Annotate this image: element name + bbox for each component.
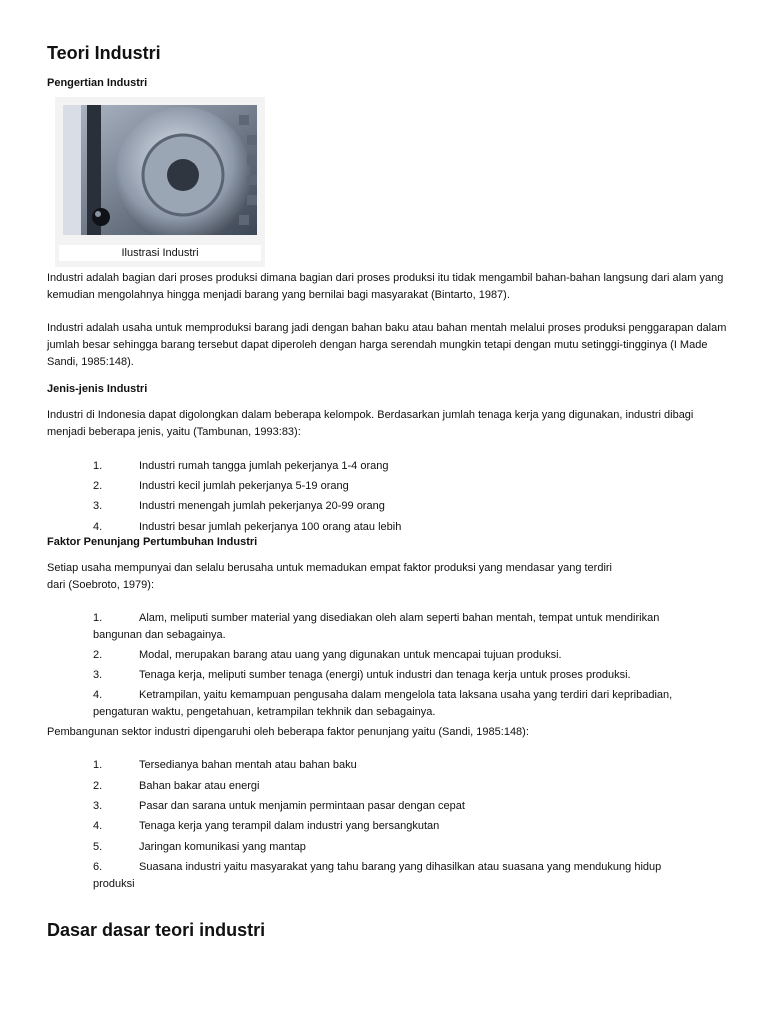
list-text: Tenaga kerja yang terampil dalam industri yang bersangkutan: [139, 820, 440, 832]
list-number: 4.: [93, 820, 103, 832]
figure: [55, 97, 265, 267]
list-text: Industri kecil jumlah pekerjanya 5-19 orang: [139, 480, 349, 492]
list-number: 1.: [93, 759, 103, 771]
bottom-heading: Dasar dasar teori industri: [47, 920, 266, 940]
list-number: 3.: [93, 800, 103, 812]
paragraph-3: Industri di Indonesia dapat digolongkan dalam beberapa kelompok. Berdasarkan jumlah tenaga kerja yang digunakan, industri dibagi menjadi beberapa jenis, yaitu (Tambunan, 1993:83):: [47, 409, 694, 438]
list-text: Ketrampilan, yaitu kemampuan pengusaha dalam mengelola tata laksana usaha yang terdiri dari kepribadian,: [139, 689, 673, 701]
gears-illustration: [63, 105, 257, 235]
section-heading-jenis: Jenis-jenis Industri: [47, 383, 148, 395]
paragraph-4-line-1: Setiap usaha mempunyai dan selalu berusaha untuk memadukan empat faktor produksi yang mendasar yang terdiri: [47, 562, 612, 574]
list-number: 1.: [93, 460, 103, 472]
list-number: 5.: [93, 841, 103, 853]
list-text: Suasana industri yaitu masyarakat yang tahu barang yang dihasilkan atau suasana yang mendukung hidup: [139, 861, 662, 873]
list-text: Industri besar jumlah pekerjanya 100 orang atau lebih: [139, 521, 402, 533]
figure-caption: Ilustrasi Industri: [59, 245, 261, 261]
paragraph-4-line-2: dari (Soebroto, 1979):: [47, 579, 155, 591]
section-heading-pengertian: Pengertian Industri: [47, 77, 148, 89]
list-number: 4.: [93, 521, 103, 533]
list-text: Tersedianya bahan mentah atau bahan baku: [139, 759, 357, 771]
list-text: Industri rumah tangga jumlah pekerjanya 1-4 orang: [139, 460, 389, 472]
list-number: 6.: [93, 861, 103, 873]
list-text: Jaringan komunikasi yang mantap: [139, 841, 306, 853]
section-heading-faktor: Faktor Penunjang Pertumbuhan Industri: [47, 536, 258, 548]
paragraph-1: Industri adalah bagian dari proses produksi dimana bagian dari proses produksi itu tidak mengambil bahan-bahan langsung dari alam yang kemudian mengolahnya hingga menjadi barang yang bernilai bagi masyarakat (Bintarto, 1987).: [47, 272, 724, 301]
paragraph-5: Pembangunan sektor industri dipengaruhi oleh beberapa faktor penunjang yaitu (Sandi, 1985:148):: [47, 726, 529, 738]
list-text-continued: produksi: [93, 878, 135, 890]
list-text: Modal, merupakan barang atau uang yang digunakan untuk mencapai tujuan produksi.: [139, 649, 562, 661]
list-text-continued: bangunan dan sebagainya.: [93, 629, 226, 641]
page-title: Teori Industri: [47, 43, 161, 63]
list-number: 2.: [93, 480, 103, 492]
list-text: Industri menengah jumlah pekerjanya 20-99 orang: [139, 500, 385, 512]
list-text: Bahan bakar atau energi: [139, 780, 260, 792]
paragraph-2: Industri adalah usaha untuk memproduksi barang jadi dengan bahan baku atau bahan mentah melalui proses produksi penggarapan dalam jumlah besar sehingga barang tersebut dapat diperoleh dengan harga serendah mungkin tetapi dengan mutu setinggi-tingginya (I Made Sandi, 1985:148).: [47, 322, 727, 368]
list-number: 3.: [93, 669, 103, 681]
list-text: Pasar dan sarana untuk menjamin permintaan pasar dengan cepat: [139, 800, 465, 812]
list-number: 2.: [93, 780, 103, 792]
list-number: 1.: [93, 612, 103, 624]
list-text-continued: pengaturan waktu, pengetahuan, ketrampilan tekhnik dan sebagainya.: [93, 706, 436, 718]
list-number: 3.: [93, 500, 103, 512]
list-number: 2.: [93, 649, 103, 661]
list-text: Tenaga kerja, meliputi sumber tenaga (energi) untuk industri dan tenaga kerja untuk proses produksi.: [139, 669, 631, 681]
list-text: Alam, meliputi sumber material yang disediakan oleh alam seperti bahan mentah, tempat untuk mendirikan: [139, 612, 660, 624]
list-number: 4.: [93, 689, 103, 701]
